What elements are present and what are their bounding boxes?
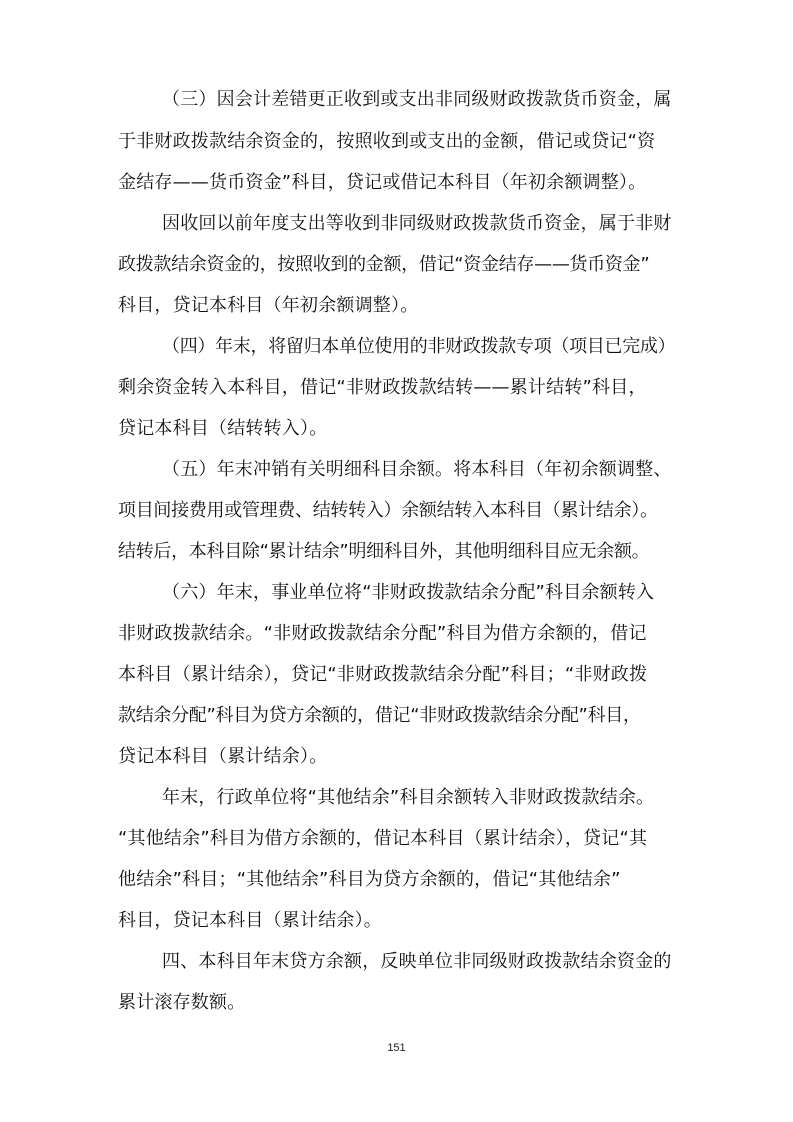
page-number: 151 [387, 1042, 406, 1054]
text-line: “其他结余”科目为借方余额的，借记本科目（累计结余），贷记“其 [118, 828, 648, 849]
text-line: 结转后，本科目除“累计结余”明细科目外，其他明细科目应无余额。 [118, 541, 650, 562]
text-line: 他结余”科目；“其他结余”科目为贷方余额的，借记“其他结余” [118, 869, 621, 890]
text-line: 款结余分配”科目为贷方余额的，借记“非财政拨款结余分配”科目， [118, 705, 641, 726]
text-line: 剩余资金转入本科目，借记“非财政拨款结转——累计结转”科目， [118, 377, 647, 398]
text-line: 贷记本科目（结转转入）。 [118, 418, 328, 439]
text-line: （三）因会计差错更正收到或支出非同级财政拨款货币资金，属 [162, 89, 672, 110]
text-line: 非财政拨款结余。“非财政拨款结余分配”科目为借方余额的，借记 [118, 623, 647, 644]
text-line: 科目，贷记本科目（年初余额调整）。 [118, 295, 419, 316]
text-line: 于非财政拨款结余资金的，按照收到或支出的金额，借记或贷记“资 [118, 131, 656, 152]
text-line: （六）年末，事业单位将“非财政拨款结余分配”科目余额转入 [162, 582, 655, 603]
text-line: （五）年末冲销有关明细科目余额。将本科目（年初余额调整、 [162, 459, 672, 480]
text-line: 累计滚存数额。 [118, 992, 246, 1013]
text-line: 贷记本科目（累计结余）。 [118, 746, 328, 767]
text-line: 科目，贷记本科目（累计结余）。 [118, 910, 382, 931]
text-line: 因收回以前年度支出等收到非同级财政拨款货币资金，属于非财 [162, 213, 672, 234]
text-line: 金结存——货币资金”科目，贷记或借记本科目（年初余额调整）。 [118, 172, 647, 193]
text-line: （四）年末，将留归本单位使用的非财政拨款专项（项目已完成） [162, 336, 676, 357]
text-line: 年末，行政单位将“其他结余”科目余额转入非财政拨款结余。 [162, 787, 655, 808]
text-line: 本科目（累计结余），贷记“非财政拨款结余分配”科目；“非财政拨 [118, 664, 648, 685]
text-line: 项目间接费用或管理费、结转转入）余额结转入本科目（累计结余）。 [118, 500, 658, 521]
text-line: 四、本科目年末贷方余额，反映单位非同级财政拨款结余资金的 [162, 951, 672, 972]
text-line: 政拨款结余资金的，按照收到的金额，借记“资金结存——货币资金” [118, 254, 650, 275]
